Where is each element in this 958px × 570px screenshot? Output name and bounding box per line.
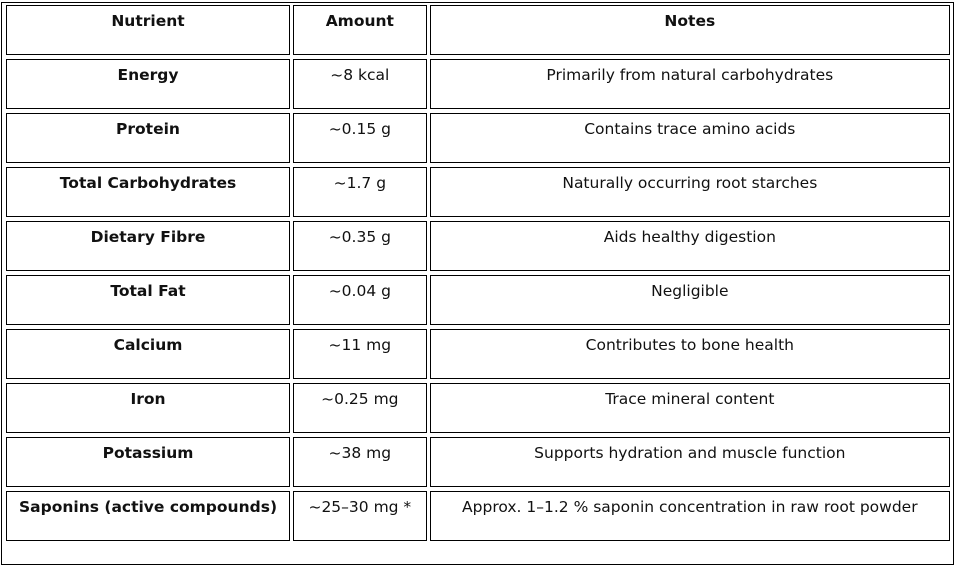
cell-amount: ~11 mg — [293, 329, 427, 379]
cell-notes: Approx. 1–1.2 % saponin concentration in raw root powder — [430, 491, 950, 541]
table-row — [6, 383, 950, 433]
table-row — [6, 113, 950, 163]
nutrition-table-frame — [1, 2, 954, 565]
cell-amount: ~0.04 g — [293, 275, 427, 325]
cell-notes: Naturally occurring root starches — [430, 167, 950, 217]
header-row — [6, 5, 950, 55]
cell-nutrient: Total Fat — [6, 275, 290, 325]
cell-amount: ~0.25 mg — [293, 383, 427, 433]
cell-nutrient: Potassium — [6, 437, 290, 487]
header-notes: Notes — [430, 5, 950, 55]
cell-nutrient: Dietary Fibre — [6, 221, 290, 271]
cell-amount: ~0.15 g — [293, 113, 427, 163]
nutrition-table — [3, 1, 953, 545]
cell-nutrient: Protein — [6, 113, 290, 163]
table-row — [6, 275, 950, 325]
header-amount: Amount — [293, 5, 427, 55]
cell-amount: ~25–30 mg * — [293, 491, 427, 541]
table-row — [6, 59, 950, 109]
cell-amount: ~1.7 g — [293, 167, 427, 217]
cell-nutrient: Iron — [6, 383, 290, 433]
table-row — [6, 329, 950, 379]
table-row — [6, 167, 950, 217]
cell-notes: Supports hydration and muscle function — [430, 437, 950, 487]
cell-notes: Negligible — [430, 275, 950, 325]
cell-nutrient: Calcium — [6, 329, 290, 379]
cell-amount: ~0.35 g — [293, 221, 427, 271]
cell-nutrient: Energy — [6, 59, 290, 109]
table-row — [6, 437, 950, 487]
cell-notes: Trace mineral content — [430, 383, 950, 433]
header-nutrient: Nutrient — [6, 5, 290, 55]
cell-notes: Primarily from natural carbohydrates — [430, 59, 950, 109]
table-row — [6, 491, 950, 541]
table-row — [6, 221, 950, 271]
cell-notes: Aids healthy digestion — [430, 221, 950, 271]
cell-notes: Contributes to bone health — [430, 329, 950, 379]
cell-notes: Contains trace amino acids — [430, 113, 950, 163]
cell-nutrient: Saponins (active compounds) — [6, 491, 290, 541]
cell-amount: ~8 kcal — [293, 59, 427, 109]
cell-nutrient: Total Carbohydrates — [6, 167, 290, 217]
cell-amount: ~38 mg — [293, 437, 427, 487]
